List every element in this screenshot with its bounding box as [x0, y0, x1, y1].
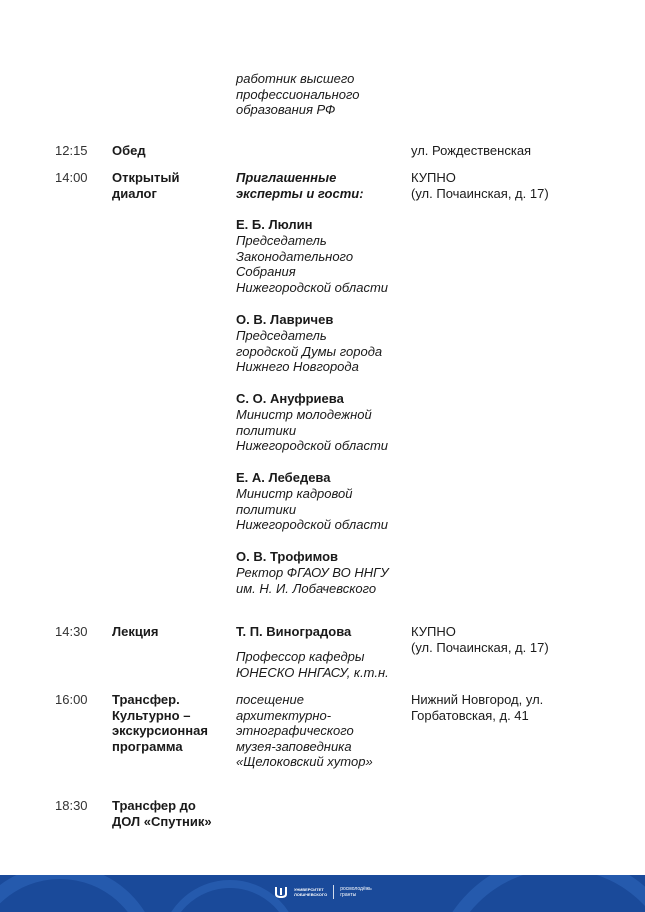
place-dialog: КУПНО (ул. Почаинская, д. 17): [411, 170, 549, 201]
place-lecture: КУПНО (ул. Почаинская, д. 17): [411, 624, 549, 655]
lecture-role: Профессор кафедры ЮНЕСКО ННГАСУ, к.т.н.: [236, 649, 389, 680]
guest-name: О. В. Трофимов: [236, 549, 339, 564]
place-lunch: ул. Рождественская: [411, 143, 532, 158]
time-dialog: 14:00: [55, 170, 88, 185]
guest-role: Ректор ФГАОУ ВО ННГУ им. Н. И. Лобачевского: [236, 565, 389, 596]
time-transfer-culture: 16:00: [55, 692, 88, 707]
title-lecture: Лекция: [112, 624, 159, 639]
time-transfer-camp: 18:30: [55, 798, 88, 813]
desc-transfer-culture: посещение архитектурно- этнографического музея-заповедника «Щелоковский хутор»: [236, 692, 373, 769]
time-lunch: 12:15: [55, 143, 88, 158]
decor-wave: [430, 875, 645, 912]
continuation-text: работник высшего профессионального образования РФ: [236, 71, 360, 117]
decor-wave: [0, 875, 160, 912]
university-logo-icon: [274, 885, 288, 899]
rosmolodezh-logo-text: росмолодёжь гранты: [340, 886, 372, 898]
guests-heading: Приглашенные эксперты и гости:: [236, 170, 364, 201]
title-dialog: Открытый диалог: [112, 170, 180, 201]
guest-role: Председатель Законодательного Собрания Нижегородской области: [236, 233, 389, 295]
guest-role: Министр кадровой политики Нижегородской области: [236, 486, 389, 532]
title-transfer-camp: Трансфер до ДОЛ «Спутник»: [112, 798, 212, 829]
title-lunch: Обед: [112, 143, 146, 158]
guest-role: Министр молодежной политики Нижегородской области: [236, 407, 389, 453]
guest-name: С. О. Ануфриева: [236, 391, 344, 406]
footer-logos: [274, 885, 372, 899]
time-lecture: 14:30: [55, 624, 88, 639]
university-logo-text: УНИВЕРСИТЕТ ЛОБАЧЕВСКОГО: [294, 887, 328, 897]
guest-name: Е. А. Лебедева: [236, 470, 331, 485]
guest-role: Председатель городской Думы города Нижнего Новгорода: [236, 328, 383, 374]
guest-name: Е. Б. Люлин: [236, 217, 313, 232]
logo-divider: [333, 885, 334, 899]
lecture-speaker: Т. П. Виноградова: [236, 624, 352, 639]
guest-name: О. В. Лавричев: [236, 312, 334, 327]
title-transfer-culture: Трансфер. Культурно – экскурсионная программа: [112, 692, 208, 754]
footer-band: [0, 875, 645, 912]
place-transfer-culture: Нижний Новгород, ул. Горбатовская, д. 41: [411, 692, 544, 723]
